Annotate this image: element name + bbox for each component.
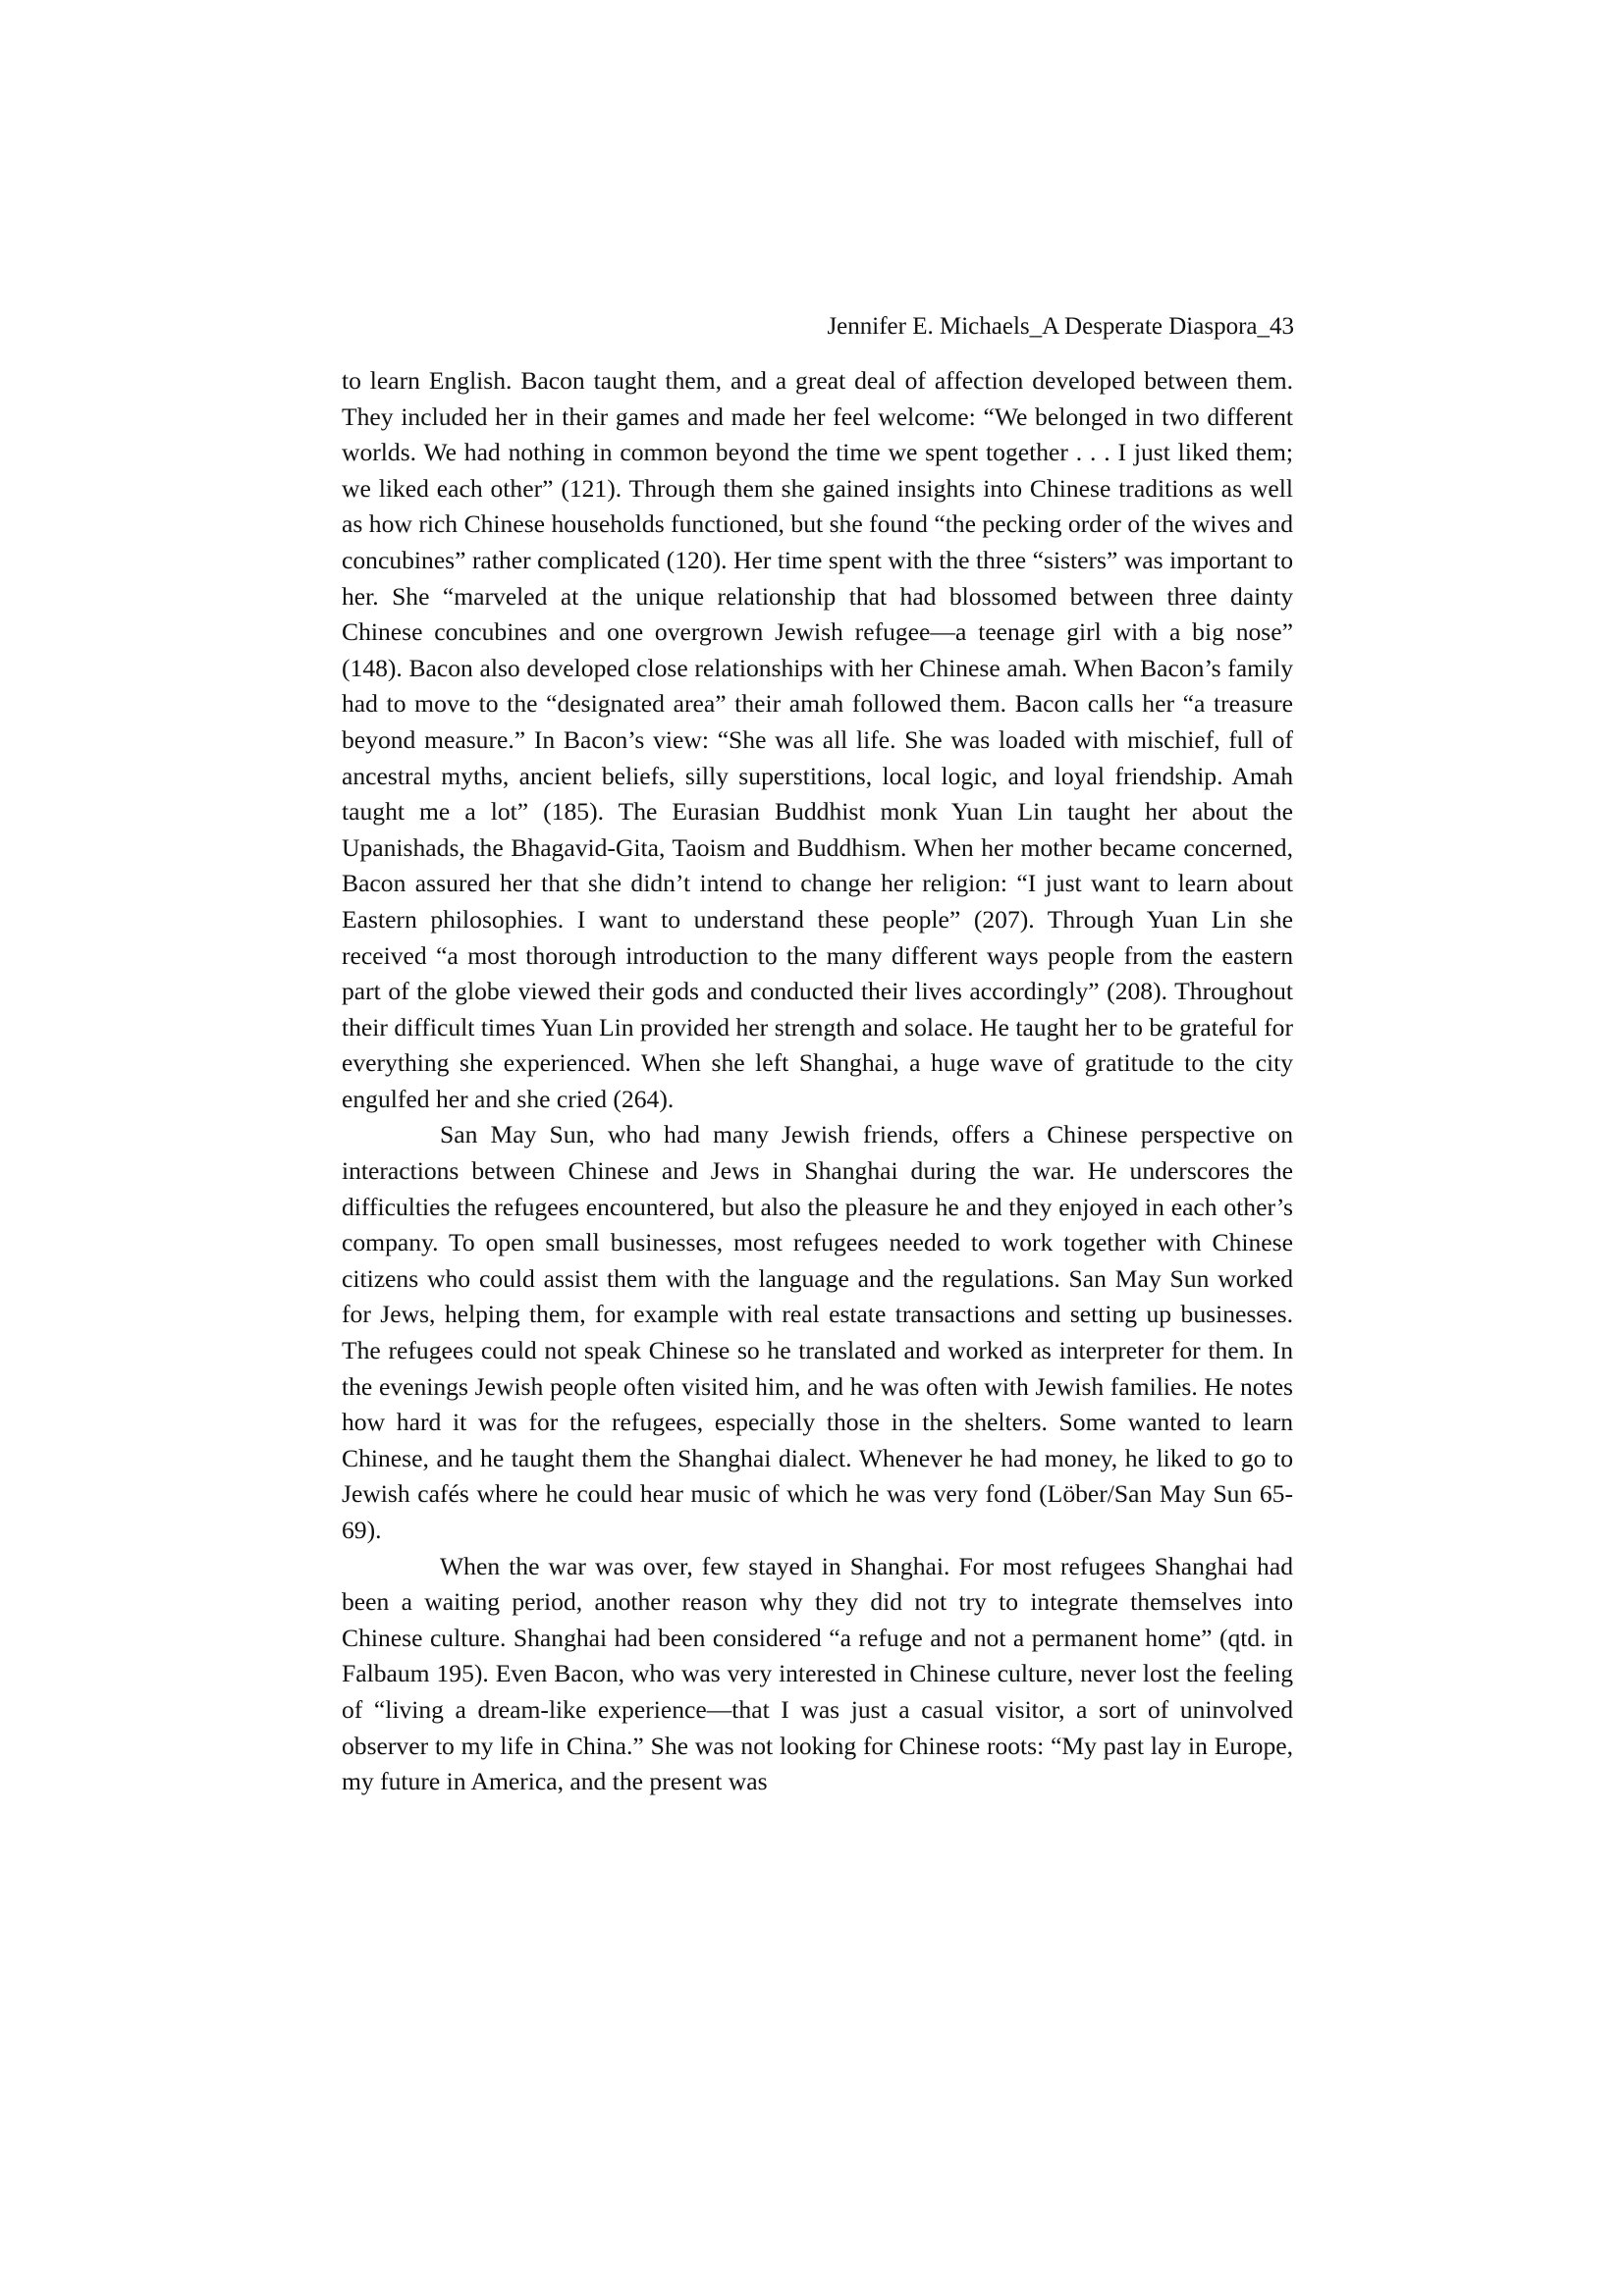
running-header: Jennifer E. Michaels_A Desperate Diaspora_43 (827, 313, 1294, 340)
paragraph: When the war was over, few stayed in Shanghai. For most refugees Shanghai had been a waiting period, another reason why they did not try to integrate themselves into Chinese culture. Shanghai had been considered “a refuge and not a permanent home” (qtd. in Falbaum 195). Even Bacon, who was very interested in Chinese culture, never lost the feeling of “living a dream-like experience—that I was just a casual visitor, a sort of uninvolved observer to my life in China.” She was not looking for Chinese roots: “My past lay in Europe, my future in America, and the present was (342, 1551, 1293, 1796)
paragraph: San May Sun, who had many Jewish friends, offers a Chinese perspective on interactions between Chinese and Jews in Shanghai during the war. He underscores the difficulties the refugees encountered, but also the pleasure he and they enjoyed in each other’s company. To open small businesses, most refugees needed to work together with Chinese citizens who could assist them with the language and the regulations. San May Sun worked for Jews, helping them, for example with real estate transactions and setting up businesses. The refugees could not speak Chinese so he translated and worked as interpreter for them. In the evenings Jewish people often visited him, and he was often with Jewish families. He notes how hard it was for the refugees, especially those in the shelters. Some wanted to learn Chinese, and he taught them the Shanghai dialect. Whenever he had money, he liked to go to Jewish cafés where he could hear music of which he was very fond (Löber/San May Sun 65-69). (342, 1120, 1293, 1544)
paragraph: to learn English. Bacon taught them, and a great deal of affection developed between them. They included her in their games and made her feel welcome: “We belonged in two different worlds. We had nothing in common beyond the time we spent together . . . I just liked them; we liked each other” (121). Through them she gained insights into Chinese traditions as well as how rich Chinese households functioned, but she found “the pecking order of the wives and concubines” rather complicated (120). Her time spent with the three “sisters” was important to her. She “marveled at the unique relationship that had blossomed between three dainty Chinese concubines and one overgrown Jewish refugee—a teenage girl with a big nose” (148). Bacon also developed close relationships with her Chinese amah. When Bacon’s family had to move to the “designated area” their amah followed them. Bacon calls her “a treasure beyond measure.” In Bacon’s view: “She was all life. She was loaded with mischief, full of ancestral myths, ancient beliefs, silly superstitions, local logic, and loyal friendship. Amah taught me a lot” (185). The Eurasian Buddhist monk Yuan Lin taught her about the Upanishads, the Bhagavid-Gita, Taoism and Buddhism. When her mother became concerned, Bacon assured her that she didn’t intend to change her religion: “I just want to learn about Eastern philosophies. I want to understand these people” (207). Through Yuan Lin she received “a most thorough introduction to the many different ways people from the eastern part of the globe viewed their gods and conducted their lives accordingly” (208). Throughout their difficult times Yuan Lin provided her strength and solace. He taught her to be grateful for everything she experienced. When she left Shanghai, a huge wave of gratitude to the city engulfed her and she cried (264). (342, 366, 1293, 1113)
body-text (342, 363, 1293, 1800)
